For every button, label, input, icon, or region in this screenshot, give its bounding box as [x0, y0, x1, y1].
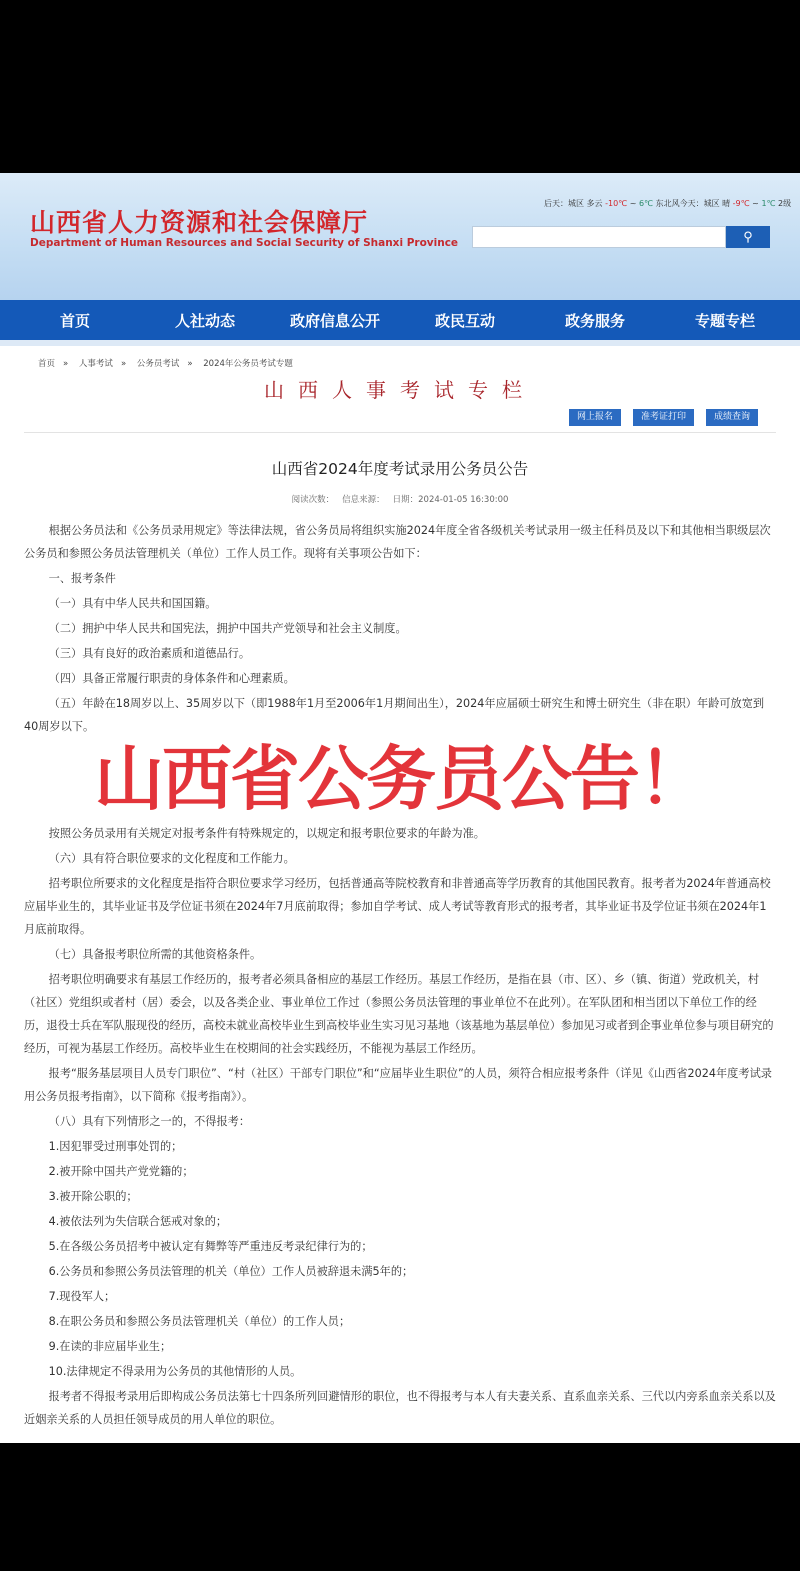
- nav-home[interactable]: 首页: [59, 311, 90, 330]
- quick-buttons: [569, 409, 758, 426]
- date: 日期：2024-01-05 16:30:00: [392, 495, 509, 505]
- main-nav: [0, 300, 800, 346]
- search-bar: [472, 226, 770, 248]
- article-paragraph: 招考职位明确要求有基层工作经历的，报考者必须具备相应的基层工作经历。基层工作经历，是指在县（市、区）、乡（镇、街道）党政机关，村（社区）党组织或者村（居）委会，以及各类企业、事业单位工作过（参照公务员法管理的事业单位不在此列）。在军队团和相当团以下单位工作的经历，退役士兵在军队服现役的经历，高校未就业高校毕业生到高校毕业生实习见习基地（该基地为基层单位）参加见习或者到企事业单位参与项目研究的经历，可视为基层工作经历。高校毕业生在校期间的社会实践经历，不能视为基层工作经历。: [24, 973, 774, 1055]
- article-paragraph: （三）具有良好的政治素质和道德品行。: [48, 647, 251, 660]
- article-paragraph: （四）具备正常履行职责的身体条件和心理素质。: [48, 672, 295, 685]
- article-paragraph: 根据公务员法和《公务员录用规定》等法律法规，省公务员局将组织实施2024年度全省各级机关考试录用一级主任科员及以下和其他相当职级层次公务员和参照公务员法管理机关（单位）工作人员工作。现将有关事项公告如下：: [24, 524, 771, 560]
- admission-print-button[interactable]: 准考证打印: [633, 409, 694, 426]
- article-meta: [0, 495, 800, 506]
- article-paragraph: （一）具有中华人民共和国国籍。: [48, 597, 217, 610]
- article-paragraph: 招考职位所要求的文化程度是指符合职位要求学习经历，包括普通高等院校教育和非普通高等学历教育的其他国民教育。报考者为2024年普通高校应届毕业生的，其毕业证书及学位证书须在2024年7月底前取得；参加自学考试、成人考试等教育形式的报考者，其毕业证书及学位证书须在2024年1月底前取得。: [24, 877, 771, 936]
- column-title: 山西人事考试专栏: [264, 378, 536, 402]
- overlay-caption: 山西省公务员公告！: [94, 738, 706, 820]
- article-paragraph: 4.被依法列为失信联合惩戒对象的；: [48, 1215, 228, 1228]
- nav-news[interactable]: 人社动态: [174, 311, 235, 330]
- article-paragraph: 10.法律规定不得录用为公务员的其他情形的人员。: [48, 1365, 302, 1378]
- article-paragraph: 2.被开除中国共产党党籍的；: [48, 1165, 194, 1178]
- divider: [24, 432, 776, 433]
- weather-info: 后天：城区 多云 -10℃ ~ 6℃ 东北风今天：城区 晴 -9℃ ~ 1℃ 2级: [544, 199, 792, 208]
- read-count: 阅读次数：: [291, 495, 335, 505]
- web-page: [0, 173, 800, 1443]
- site-logo-title[interactable]: 山西省人力资源和社会保障厅: [30, 208, 369, 237]
- nav-interaction[interactable]: 政民互动: [434, 311, 495, 330]
- article-paragraph: 报考“服务基层项目人员专门职位”、“村（社区）干部专门职位”和“应届毕业生职位”的人员，须符合相应报考条件（详见《山西省2024年度考试录用公务员报考指南》，以下简称《报考指南》）。: [24, 1067, 772, 1103]
- search-input[interactable]: [472, 226, 726, 248]
- register-button[interactable]: 网上报名: [569, 409, 621, 426]
- article-paragraph: 5.在各级公务员招考中被认定有舞弊等严重违反考录纪律行为的；: [48, 1240, 373, 1253]
- article-paragraph: 7.现役军人；: [48, 1290, 116, 1303]
- source: 信息来源：: [342, 495, 385, 505]
- article-body: [24, 519, 776, 1443]
- site-logo-subtitle: Department of Human Resources and Social Security of Shanxi Province: [30, 237, 459, 249]
- article-paragraph: （七）具备报考职位所需的其他资格条件。: [48, 948, 262, 961]
- nav-topics[interactable]: 专题专栏: [694, 311, 755, 330]
- site-header: [0, 173, 800, 300]
- article-paragraph: 8.在职公务员和参照公务员法管理机关（单位）的工作人员；: [48, 1315, 351, 1328]
- crumb-sep: »: [120, 359, 127, 369]
- crumb-exam[interactable]: 人事考试: [78, 359, 113, 369]
- crumb-home[interactable]: 首页: [38, 359, 56, 369]
- article-paragraph: 3.被开除公职的；: [48, 1190, 138, 1203]
- search-icon: ⚲: [743, 229, 753, 244]
- article-paragraph: 9.在读的非应届毕业生；: [48, 1340, 172, 1353]
- crumb-topic[interactable]: 2024年公务员考试专题: [203, 359, 293, 369]
- crumb-sep: »: [187, 359, 193, 369]
- article-paragraph: （八）具有下列情形之一的，不得报考：: [48, 1115, 251, 1128]
- article-paragraph: 6.公务员和参照公务员法管理的机关（单位）工作人员被辞退未满5年的；: [48, 1265, 414, 1278]
- article-paragraph: 一、报考条件: [48, 572, 116, 585]
- breadcrumb: [38, 359, 301, 370]
- crumb-civil[interactable]: 公务员考试: [136, 359, 180, 369]
- crumb-sep: »: [63, 359, 69, 369]
- nav-gov-info[interactable]: 政府信息公开: [289, 311, 380, 330]
- article-paragraph: （六）具有符合职位要求的文化程度和工作能力。: [48, 852, 295, 865]
- article-paragraph: 报考者不得报考录用后即构成公务员法第七十四条所列回避情形的职位，也不得报考与本人有夫妻关系、直系血亲关系、三代以内旁系血亲关系以及近姻亲关系的人员担任领导成员的用人单位的职位。: [24, 1390, 776, 1426]
- article-paragraph: （五）年龄在18周岁以上、35周岁以下（即1988年1月至2006年1月期间出生），2024年应届硕士研究生和博士研究生（非在职）年龄可放宽到40周岁以下。: [24, 697, 765, 733]
- article-paragraph: 按照公务员录用有关规定对报考条件有特殊规定的，以规定和报考职位要求的年龄为准。: [48, 827, 485, 840]
- article-paragraph: （二）拥护中华人民共和国宪法，拥护中国共产党领导和社会主义制度。: [48, 622, 407, 635]
- score-query-button[interactable]: 成绩查询: [706, 409, 758, 426]
- search-button[interactable]: [726, 226, 770, 248]
- article-paragraph: 1.因犯罪受过刑事处罚的；: [48, 1140, 183, 1153]
- nav-services[interactable]: 政务服务: [564, 311, 625, 330]
- article-title: 山西省2024年度考试录用公务员公告: [271, 460, 529, 478]
